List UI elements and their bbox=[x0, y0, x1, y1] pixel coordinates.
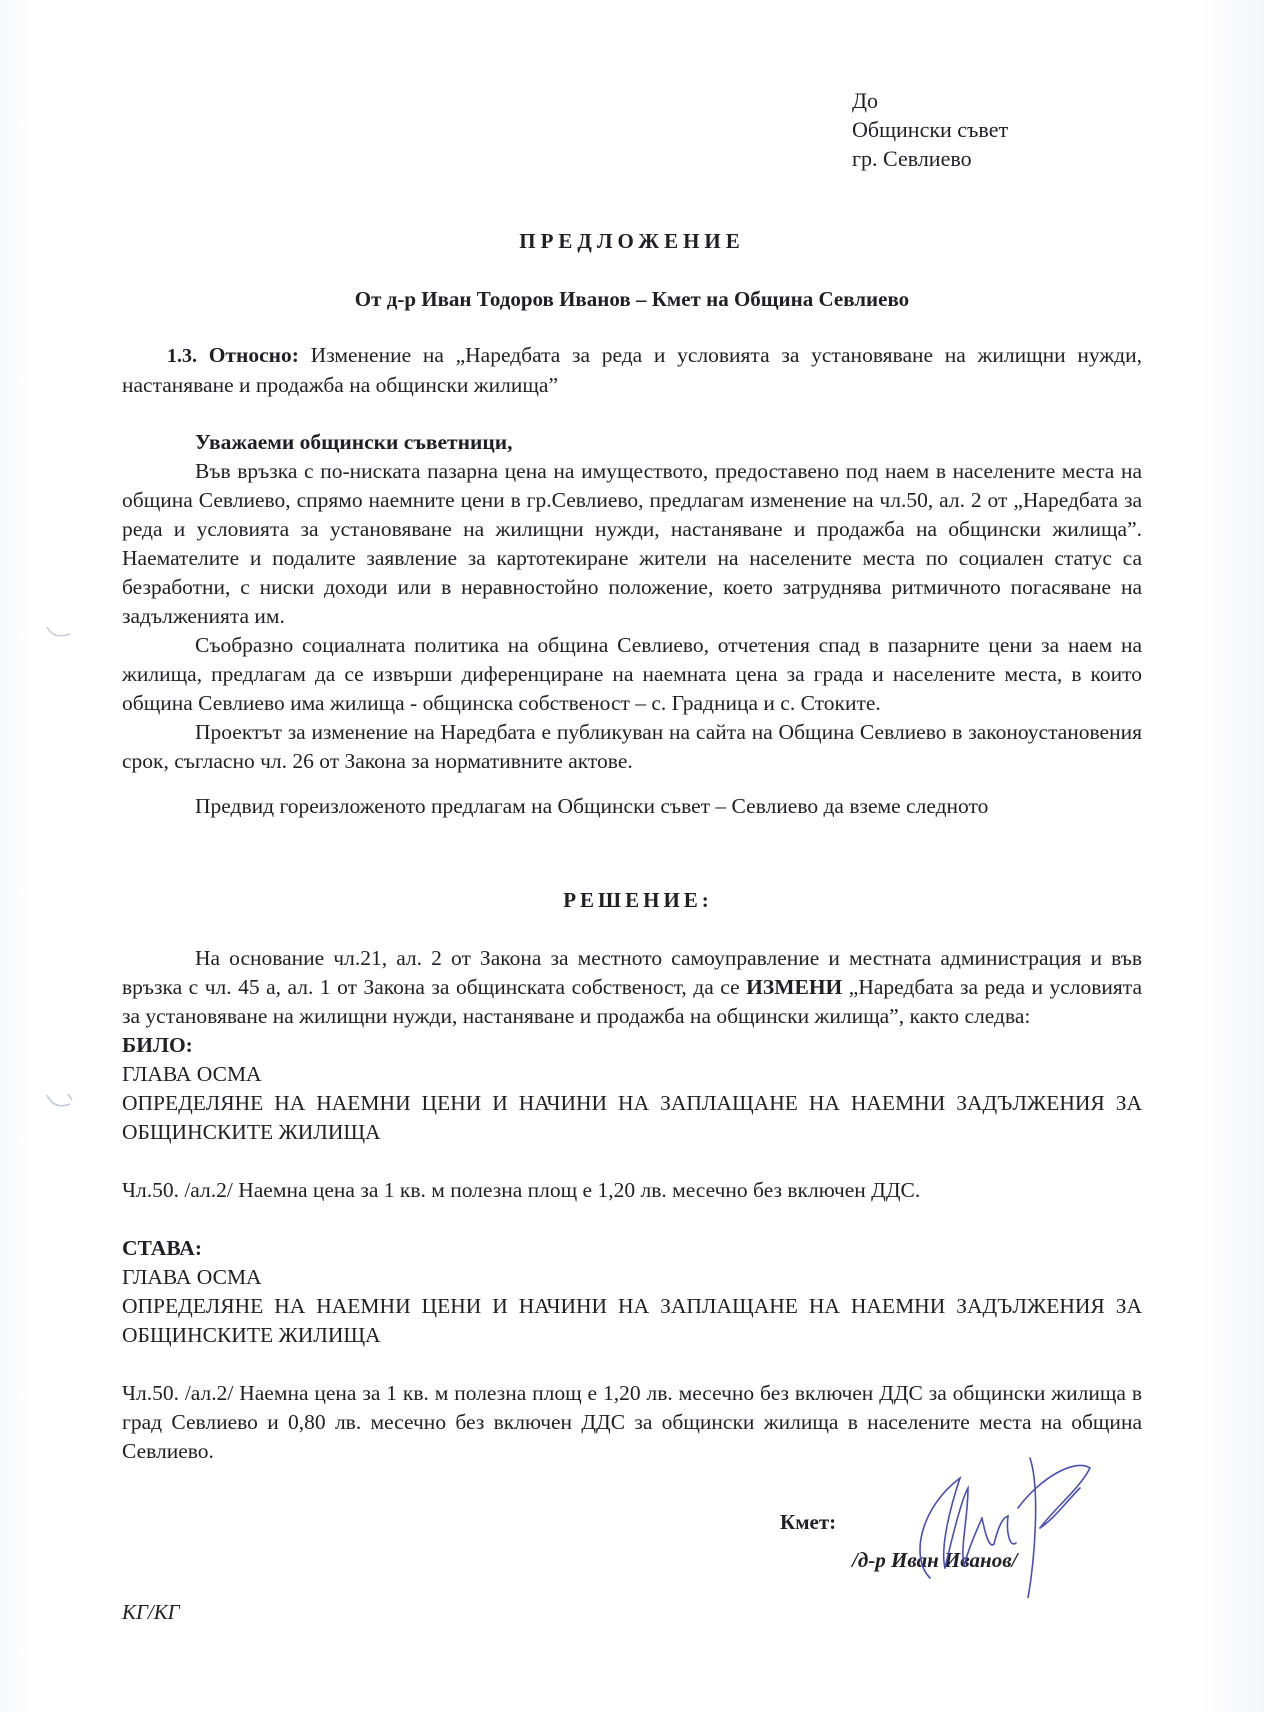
regarding-text: Изменение на „Наредбата за реда и условията за установяване на жилищни нужди, настаняване и продажба на общински жилища” bbox=[122, 343, 1142, 397]
addressee-to: До bbox=[852, 88, 879, 113]
handwritten-signature-icon bbox=[890, 1448, 1110, 1598]
paragraph-1: Във връзка с по-ниската пазарна цена на имуществото, предоставено под наем в населените места на община Севлиево, спрямо наемните цени в гр.Севлиево, предлагам изменение на чл.50, ал. 2 от „Наредбата за реда и условията за установяване на жилищни нужди, настаняване и продажба на общински жилища”. Наемателите и подалите заявление за картотекиране жители на населените места по социален статус са безработни, с ниски доходи или в неравностойно положение, което затруднява ритмичното погасяване на задълженията им. bbox=[122, 459, 1142, 628]
punch-hole-mark-icon bbox=[44, 1092, 74, 1112]
punch-hole-mark-icon bbox=[44, 624, 74, 644]
proposal-section bbox=[122, 792, 1142, 821]
addressee-city: гр. Севлиево bbox=[852, 146, 972, 171]
becomes-article: Чл.50. /ал.2/ Наемна цена за 1 кв. м полезна площ е 1,20 лв. месечно без включен ДДС за общински жилища в град Севлиево и 0,80 лв. месечно без включен ДДС за общински жилища в населените места на община Севлиево. bbox=[122, 1381, 1142, 1463]
regarding-section bbox=[122, 341, 1142, 400]
resolution-amend-keyword: ИЗМЕНИ bbox=[746, 975, 843, 999]
paragraph-3: Проектът за изменение на Наредбата е публикуван на сайта на Община Севлиево в законоустановения срок, съгласно чл. 26 от Закона за нормативните актове. bbox=[122, 720, 1142, 773]
resolution-intro-part1: На основание чл.21, ал. 2 от Закона за местното самоуправление и местната администрация и във връзка с чл. 45 а, ал. 1 от Закона за общинската собственост, да се bbox=[122, 946, 1142, 999]
mayor-label: Кмет: bbox=[780, 1510, 837, 1534]
letter-body bbox=[122, 428, 1142, 776]
becomes-chapter: ГЛАВА ОСМА bbox=[122, 1265, 262, 1289]
resolution-intro bbox=[122, 944, 1142, 1031]
document-initials: КГ/КГ bbox=[122, 1600, 180, 1624]
becomes-chapter-title: ОПРЕДЕЛЯНЕ НА НАЕМНИ ЦЕНИ И НАЧИНИ НА ЗАПЛАЩАНЕ НА НАЕМНИ ЗАДЪЛЖЕНИЯ ЗА ОБЩИНСКИТЕ ЖИЛИЩА bbox=[122, 1294, 1142, 1347]
document-title: ПРЕДЛОЖЕНИЕ bbox=[519, 229, 745, 253]
mayor-name: /д-р Иван Иванов/ bbox=[852, 1548, 1018, 1572]
item-number: 1.3. bbox=[167, 345, 197, 367]
paragraph-2: Съобразно социалната политика на община Севлиево, отчетения спад в пазарните цени за наем на жилища, предлагам да се извърши диференциране на наемната цена за града и населените места, в които община Севлиево има жилища - общинска собственост – с. Градница и с. Стоките. bbox=[122, 633, 1142, 715]
addressee-council: Общински съвет bbox=[852, 117, 1009, 142]
was-label: БИЛО: bbox=[122, 1033, 193, 1057]
greeting: Уважаеми общински съветници, bbox=[195, 430, 513, 454]
document-author: От д-р Иван Тодоров Иванов – Кмет на Община Севлиево bbox=[354, 287, 910, 311]
proposal-line: Предвид гореизложеното предлагам на Общински съвет – Севлиево да вземе следното bbox=[195, 794, 989, 818]
was-chapter-title: ОПРЕДЕЛЯНЕ НА НАЕМНИ ЦЕНИ И НАЧИНИ НА ЗАПЛАЩАНЕ НА НАЕМНИ ЗАДЪЛЖЕНИЯ ЗА ОБЩИНСКИТЕ ЖИЛИЩА bbox=[122, 1091, 1142, 1144]
becomes-label: СТАВА: bbox=[122, 1236, 202, 1260]
resolution-intro-part2: „Наредбата за реда и условията за установяване на жилищни нужди, настаняване и продажба на общински жилища”, както следва: bbox=[122, 975, 1143, 1028]
resolution-title: РЕШЕНИЕ: bbox=[563, 888, 713, 912]
addressee-block bbox=[852, 86, 1008, 173]
was-article: Чл.50. /ал.2/ Наемна цена за 1 кв. м полезна площ е 1,20 лв. месечно без включен ДДС. bbox=[122, 1178, 921, 1202]
regarding-label: Относно: bbox=[208, 343, 299, 367]
was-chapter: ГЛАВА ОСМА bbox=[122, 1062, 262, 1086]
resolution-body bbox=[122, 944, 1142, 1466]
